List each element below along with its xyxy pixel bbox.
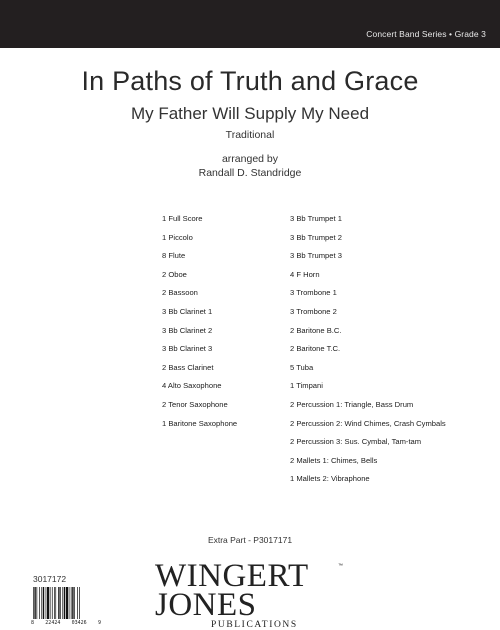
barcode-digits <box>31 620 101 626</box>
part-list-item: 3 Trombone 2 <box>290 306 337 316</box>
part-list-item: 4 F Horn <box>290 269 320 279</box>
barcode-bar <box>46 587 47 619</box>
part-list-item: 2 Percussion 3: Sus. Cymbal, Tam-tam <box>290 437 422 447</box>
part-list-item: 2 Bassoon <box>162 288 198 298</box>
barcode-bar <box>72 587 73 619</box>
barcode-bar <box>54 587 55 619</box>
logo-line-1: WINGERT <box>155 558 309 594</box>
series-label: Concert Band Series • Grade 3 <box>366 29 486 39</box>
instrumentation-list-right <box>290 214 446 493</box>
part-list-item: 2 Baritone T.C. <box>290 344 341 354</box>
part-list-item: 1 Full Score <box>162 214 203 223</box>
barcode-bar <box>60 587 61 619</box>
part-list-item: 2 Baritone B.C. <box>290 325 342 335</box>
part-list-item: 8 Flute <box>162 251 186 261</box>
part-list-item: 3 Bb Trumpet 1 <box>290 214 342 223</box>
barcode-bar <box>41 587 42 619</box>
barcode-digit-group: 8 <box>31 620 35 626</box>
barcode-digit-group: 9 <box>97 620 101 626</box>
barcode-bar <box>33 587 34 619</box>
arranged-by-label: arranged by <box>221 153 279 165</box>
barcode-bar <box>34 587 35 619</box>
part-list-item: 2 Mallets 1: Chimes, Bells <box>290 455 378 465</box>
logo-line-3: PUBLICATIONS <box>211 620 298 630</box>
part-list-item: 3 Trombone 1 <box>290 288 337 298</box>
barcode-bar <box>37 587 38 619</box>
part-list-item: 1 Baritone Saxophone <box>162 418 238 428</box>
barcode-bar <box>58 587 59 619</box>
part-list-item: 3 Bb Clarinet 3 <box>162 344 213 354</box>
barcode-bar <box>69 587 70 619</box>
barcode-bar <box>62 587 63 619</box>
barcode-bar <box>79 587 80 619</box>
barcode-bar <box>52 587 53 619</box>
part-list-item: 2 Percussion 2: Wind Chimes, Crash Cymbals <box>290 418 446 428</box>
barcode-bar <box>74 587 75 619</box>
logo-trademark: ™ <box>338 563 343 569</box>
part-list-item: 5 Tuba <box>290 362 314 372</box>
part-list-item: 2 Percussion 1: Triangle, Bass Drum <box>290 399 414 409</box>
composer-credit: Traditional <box>225 129 275 141</box>
arranger-credit <box>0 152 500 180</box>
barcode-bar <box>77 587 78 619</box>
extra-part-note: Extra Part - P3017171 <box>207 535 293 545</box>
barcode-bar <box>66 587 68 619</box>
part-list-item: 3 Bb Clarinet 2 <box>162 325 213 335</box>
catalog-number: 3017172 <box>33 574 67 584</box>
part-list-item: 1 Timpani <box>290 381 323 391</box>
instrumentation-list-left <box>162 214 237 437</box>
piece-title: In Paths of Truth and Grace <box>81 66 419 96</box>
header-bar <box>0 0 500 48</box>
logo-line-2: JONES <box>155 587 257 623</box>
part-list-item: 3 Bb Trumpet 2 <box>290 232 342 242</box>
barcode-bar <box>64 587 65 619</box>
publisher-logo <box>155 560 345 630</box>
barcode-bar <box>47 587 49 619</box>
barcode-bars <box>31 587 101 620</box>
barcode-bar <box>71 587 72 619</box>
part-list-item: 2 Bass Clarinet <box>162 362 214 372</box>
part-list-item: 3 Bb Clarinet 1 <box>162 306 213 316</box>
barcode-bar <box>50 587 51 619</box>
barcode-bar <box>39 587 40 619</box>
part-list-item: 1 Piccolo <box>162 232 193 242</box>
part-list-item: 2 Oboe <box>162 269 187 279</box>
part-list-item: 1 Mallets 2: Vibraphone <box>290 474 370 484</box>
barcode-digit-group: 22424 <box>45 620 61 626</box>
part-list-item: 3 Bb Trumpet 3 <box>290 251 342 261</box>
barcode-bar <box>55 587 56 619</box>
piece-subtitle: My Father Will Supply My Need <box>130 104 370 123</box>
arranger-name: Randall D. Standridge <box>198 167 302 179</box>
part-list-item: 2 Tenor Saxophone <box>162 399 228 409</box>
barcode-bar <box>43 587 44 619</box>
part-list-item: 4 Alto Saxophone <box>162 381 222 391</box>
barcode <box>31 587 101 627</box>
barcode-digit-group: 03426 <box>71 620 87 626</box>
